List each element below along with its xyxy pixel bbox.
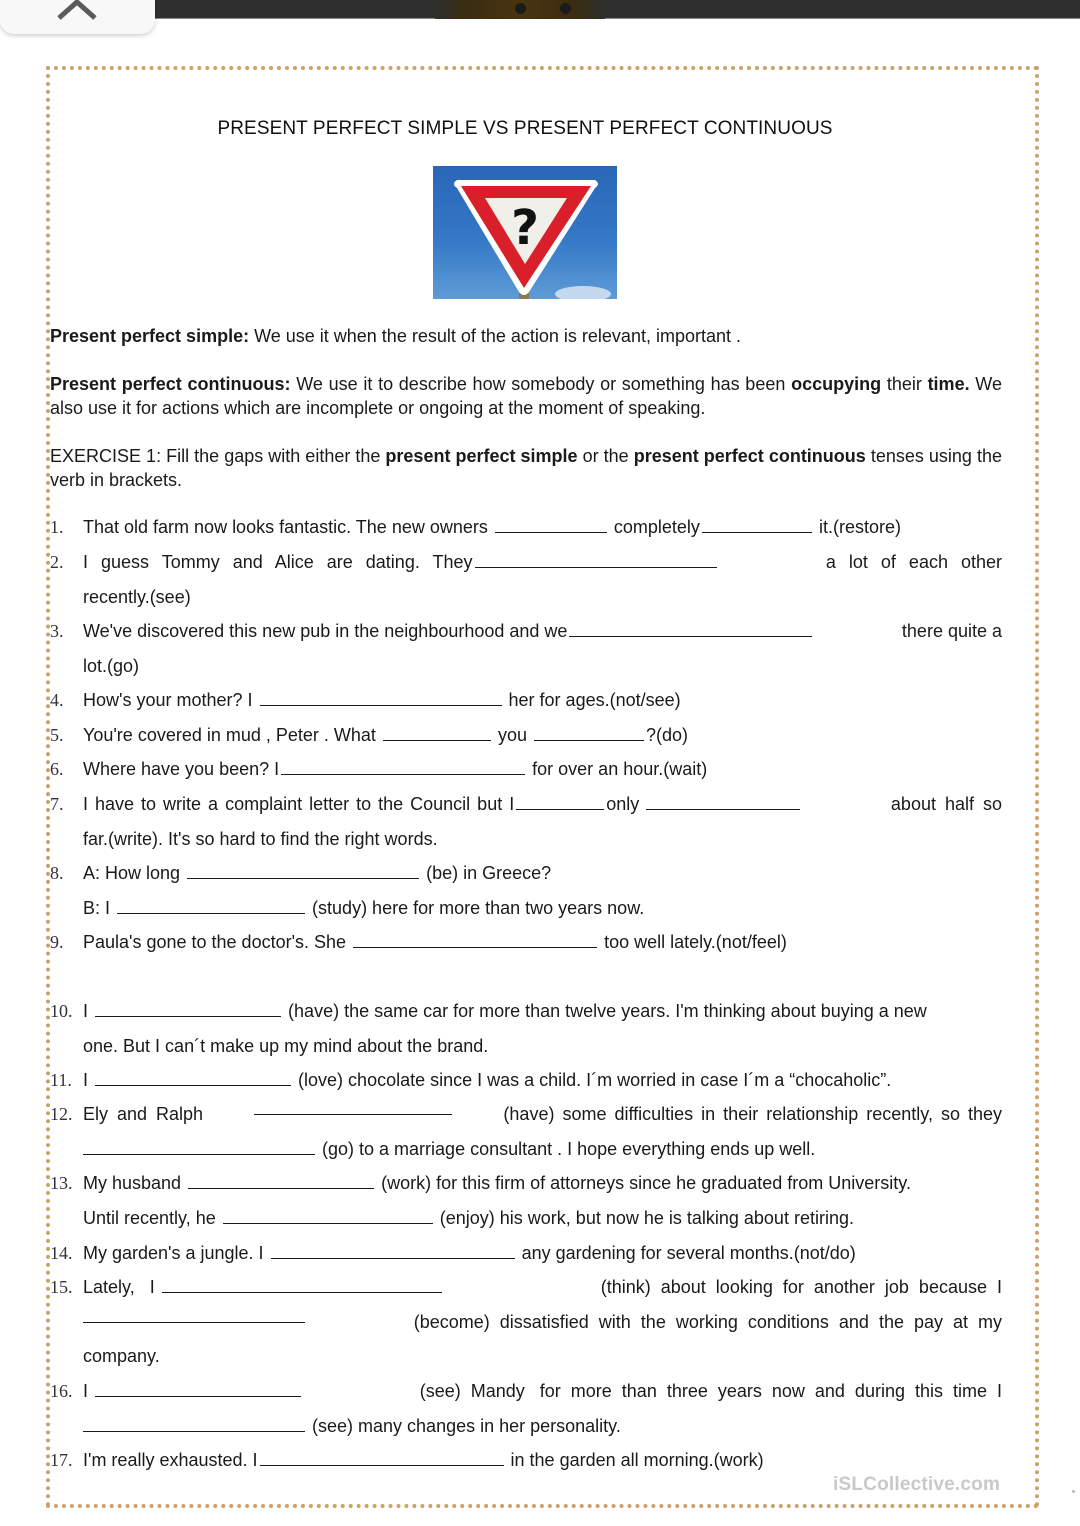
answer-blank[interactable] [187, 861, 419, 879]
question-12: 12. Ely and Ralph (have) some difficulties in their relationship recently, so they (go) to a marriage consultant . I hope everything ends up well. [50, 1097, 1002, 1166]
question-5: 5. You're covered in mud , Peter . What you ?(do) [50, 725, 689, 745]
answer-blank[interactable] [495, 515, 607, 533]
yield-sign-image [433, 166, 617, 299]
question-17: 17. I'm really exhausted. I in the garden all morning.(work) [50, 1450, 764, 1470]
chevron-up-icon [55, 0, 101, 20]
question-15: 15. Lately, I (think) about looking for another job because I (become) dissatisfied with the working conditions and the pay at my company. [50, 1277, 1002, 1367]
definition-simple: Present perfect simple: We use it when the result of the action is relevant, important . [50, 326, 741, 346]
question-14: 14. My garden's a jungle. I any gardening for several months.(not/do) [50, 1243, 856, 1263]
question-6: 6. Where have you been? I for over an hour.(wait) [50, 759, 708, 779]
svg-text:?: ? [511, 200, 539, 256]
question-2: 2. I guess Tommy and Alice are dating. They a lot of each other recently.(see) [50, 552, 1002, 607]
answer-blank[interactable] [646, 792, 800, 810]
exercise-instructions: EXERCISE 1: Fill the gaps with either the present perfect simple or the present perfect continuous tenses using the verb in brackets. [50, 446, 1003, 490]
worksheet-title: PRESENT PERFECT SIMPLE VS PRESENT PERFECT CONTINUOUS [217, 118, 833, 139]
question-10: 10. I (have) the same car for more than twelve years. I'm thinking about buying a new one. But I can´t make up my mind about the brand. [50, 1001, 927, 1056]
answer-blank[interactable] [353, 930, 597, 948]
answer-blank[interactable] [117, 896, 305, 914]
top-bar [0, 0, 1080, 19]
thumbnail-eye-left [515, 3, 526, 14]
answer-blank[interactable] [162, 1275, 442, 1293]
answer-blank[interactable] [83, 1305, 305, 1323]
answer-blank[interactable] [254, 1097, 452, 1115]
collapse-button[interactable] [0, 0, 155, 34]
question-mark-sign-icon [433, 166, 617, 299]
answer-blank[interactable] [383, 723, 491, 741]
question-8: 8. A: How long (be) in Greece? B: I (study) here for more than two years now. [50, 863, 645, 918]
answer-blank[interactable] [281, 757, 525, 775]
media-thumbnail [435, 0, 605, 19]
question-3: 3. We've discovered this new pub in the neighbourhood and we there quite a lot.(go) [50, 621, 1002, 676]
question-4: 4. How's your mother? I her for ages.(not/see) [50, 690, 681, 710]
question-11: 11. I (love) chocolate since I was a child. I´m worried in case I´m a “chocaholic”. [50, 1070, 892, 1090]
answer-blank[interactable] [223, 1206, 433, 1224]
answer-blank[interactable] [260, 1448, 504, 1466]
question-1: 1. That old farm now looks fantastic. The new owners completely it.(restore) [50, 517, 901, 537]
question-16: 16. I (see) Mandy for more than three years now and during this time I (see) many changes in her personality. [50, 1381, 1002, 1436]
exercise-label: EXERCISE 1: [50, 446, 162, 466]
definition-continuous-label: Present perfect continuous: [50, 374, 291, 394]
scroll-indicator [1072, 1490, 1075, 1493]
answer-blank[interactable] [95, 1068, 291, 1086]
answer-blank[interactable] [260, 688, 502, 706]
question-13: 13. My husband (work) for this firm of attorneys since he graduated from University. Until recently, he (enjoy) his work, but now he is talking about retiring. [50, 1173, 911, 1228]
answer-blank[interactable] [188, 1171, 374, 1189]
answer-blank[interactable] [95, 999, 281, 1017]
thumbnail-eye-right [560, 3, 571, 14]
answer-blank[interactable] [534, 723, 644, 741]
definition-simple-label: Present perfect simple: [50, 326, 250, 346]
answer-blank[interactable] [83, 1137, 315, 1155]
question-9: 9. Paula's gone to the doctor's. She too well lately.(not/feel) [50, 932, 787, 952]
answer-blank[interactable] [516, 792, 604, 810]
question-7: 7. I have to write a complaint letter to the Council but I only about half so far.(write). It's so hard to find the right words. [50, 794, 1002, 849]
answer-blank[interactable] [702, 515, 812, 533]
answer-blank[interactable] [475, 550, 717, 568]
answer-blank[interactable] [271, 1241, 515, 1259]
definition-continuous: Present perfect continuous: We use it to describe how somebody or something has been occupying their time. We also use it for actions which are incomplete or ongoing at the moment of speaking. [50, 374, 1002, 418]
watermark: iSLCollective.com [833, 1474, 1001, 1495]
answer-blank[interactable] [569, 619, 812, 637]
answer-blank[interactable] [83, 1414, 305, 1432]
answer-blank[interactable] [95, 1379, 301, 1397]
